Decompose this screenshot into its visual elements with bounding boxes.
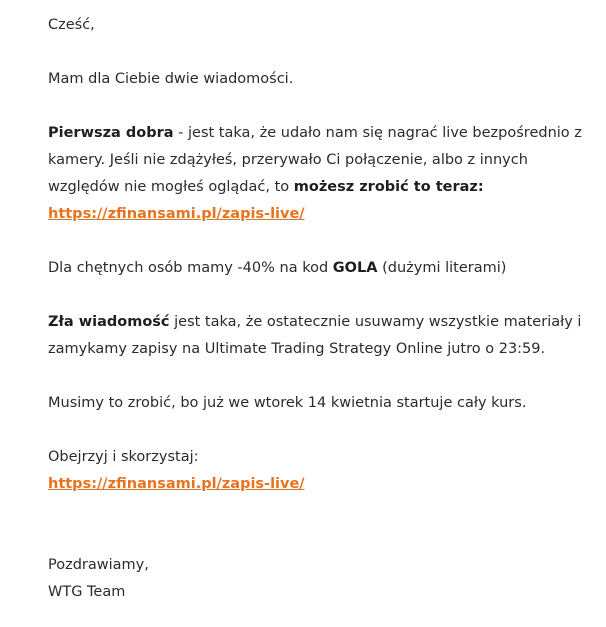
greeting: Cześć, (48, 17, 95, 33)
first-news-line-2: kamery. Jeśli nie zdążyłeś, przerywało Ci połączenie, albo z innych (48, 152, 528, 168)
discount-line: Dla chętnych osób mamy -40% na kod GOLA (dużymi literami) (48, 260, 507, 276)
zapis-live-link-2[interactable]: https://zfinansami.pl/zapis-live/ (48, 476, 305, 492)
course-start-text: Musimy to zrobić, bo już we wtorek 14 kwietnia startuje cały kurs. (48, 395, 527, 411)
signature: WTG Team (48, 584, 126, 600)
bad-news-line-1: Zła wiadomość jest taka, że ostatecznie usuwamy wszystkie materiały i (48, 314, 582, 330)
cta-link-line (48, 474, 305, 494)
bad-news-line-2: zamykamy zapisy na Ultimate Trading Strategy Online jutro o 23:59. (48, 341, 546, 357)
intro-text: Mam dla Ciebie dwie wiadomości. (48, 71, 294, 87)
signoff: Pozdrawiamy, (48, 557, 149, 573)
bad-news-label: Zła wiadomość (48, 314, 170, 330)
first-news-line-1: Pierwsza dobra - jest taka, że udało nam się nagrać live bezpośrednio z (48, 125, 582, 141)
first-news-label: Pierwsza dobra (48, 125, 174, 141)
first-news-link-line (48, 204, 305, 224)
first-news-line-3: względów nie mogłeś oglądać, to możesz zrobić to teraz: (48, 179, 484, 195)
cta-text: Obejrzyj i skorzystaj: (48, 449, 199, 465)
discount-code: GOLA (332, 260, 378, 276)
first-news-cta-bold: możesz zrobić to teraz (293, 179, 478, 195)
zapis-live-link-1[interactable]: https://zfinansami.pl/zapis-live/ (48, 206, 305, 222)
